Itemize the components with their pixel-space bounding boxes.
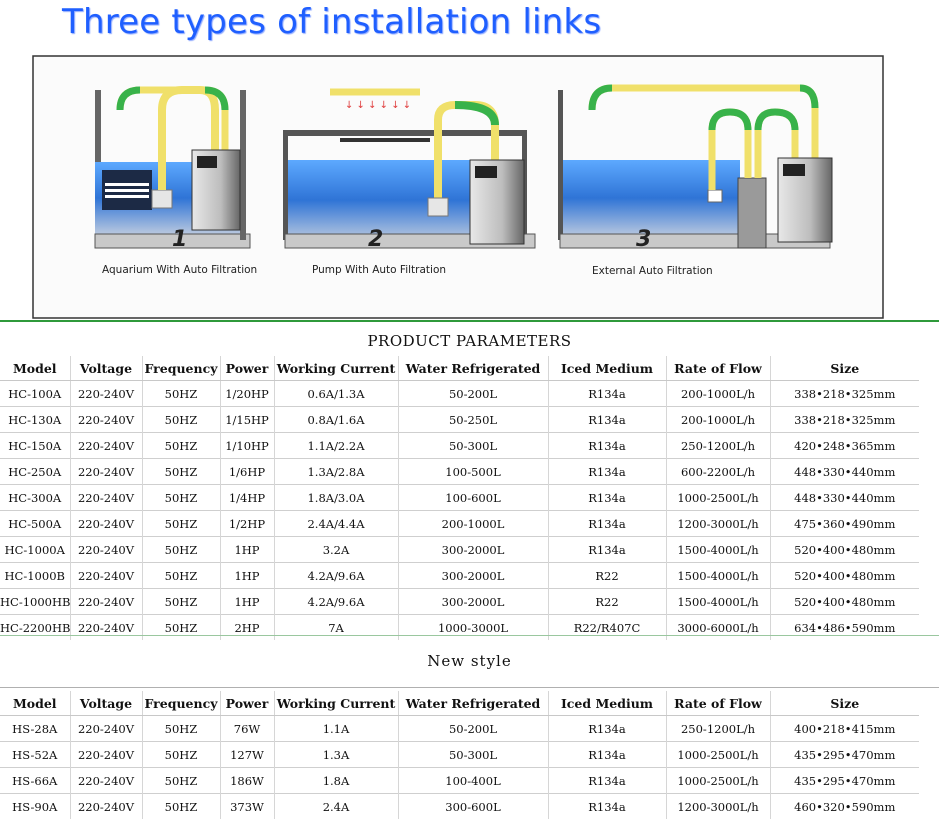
- table-cell: 220-240V: [70, 407, 142, 433]
- table-cell: 1.1A: [274, 716, 398, 742]
- table-cell: 520•400•480mm: [770, 589, 919, 615]
- page-title: Three types of installation links: [62, 2, 602, 42]
- table-cell: 50HZ: [142, 485, 220, 511]
- table-cell: 200-1000L: [398, 511, 548, 537]
- divider-new: [0, 687, 939, 688]
- table-cell: 127W: [220, 742, 274, 768]
- table-row: [0, 407, 919, 433]
- table-cell: 220-240V: [70, 511, 142, 537]
- column-header: Frequency: [142, 691, 220, 716]
- table-row: [0, 768, 919, 794]
- table-cell: 448•330•440mm: [770, 459, 919, 485]
- table-cell: 100-600L: [398, 485, 548, 511]
- table-cell: 448•330•440mm: [770, 485, 919, 511]
- table-row: [0, 537, 919, 563]
- table-cell: 1/2HP: [220, 511, 274, 537]
- table-cell: 50HZ: [142, 459, 220, 485]
- table-cell: 220-240V: [70, 794, 142, 820]
- table-cell: R22: [548, 563, 666, 589]
- table-cell: 200-1000L/h: [666, 381, 770, 407]
- table-cell: 1200-3000L/h: [666, 794, 770, 820]
- table-cell: 300-2000L: [398, 589, 548, 615]
- table-cell: 220-240V: [70, 459, 142, 485]
- table-cell: HS-52A: [0, 742, 70, 768]
- table-cell: 186W: [220, 768, 274, 794]
- table-row: [0, 381, 919, 407]
- table-cell: R22: [548, 589, 666, 615]
- column-header: Size: [770, 691, 919, 716]
- table-row: [0, 459, 919, 485]
- table-cell: 520•400•480mm: [770, 537, 919, 563]
- table-cell: R134a: [548, 537, 666, 563]
- table-row: [0, 589, 919, 615]
- table-cell: 1000-2500L/h: [666, 485, 770, 511]
- table-cell: R134a: [548, 742, 666, 768]
- table-cell: 400•218•415mm: [770, 716, 919, 742]
- table-cell: 1/6HP: [220, 459, 274, 485]
- table-cell: HC-300A: [0, 485, 70, 511]
- table-cell: 2.4A/4.4A: [274, 511, 398, 537]
- column-header: Size: [770, 356, 919, 381]
- table-row: [0, 433, 919, 459]
- table-cell: R134a: [548, 794, 666, 820]
- table-cell: R134a: [548, 716, 666, 742]
- table-cell: 50HZ: [142, 381, 220, 407]
- table-row: [0, 563, 919, 589]
- diagram-2-caption: Pump With Auto Filtration: [312, 264, 447, 276]
- table-cell: HS-90A: [0, 794, 70, 820]
- column-header: Working Current: [274, 356, 398, 381]
- new-style-table: [0, 691, 919, 819]
- table-cell: 475•360•490mm: [770, 511, 919, 537]
- table-cell: 50-250L: [398, 407, 548, 433]
- table-cell: 420•248•365mm: [770, 433, 919, 459]
- table-cell: 50-200L: [398, 716, 548, 742]
- table-cell: HC-2200HB: [0, 615, 70, 641]
- table-cell: 1.3A: [274, 742, 398, 768]
- table-cell: 1HP: [220, 563, 274, 589]
- diagram-2-number: 2: [368, 227, 384, 252]
- column-header: Voltage: [70, 691, 142, 716]
- table-cell: 50-300L: [398, 742, 548, 768]
- table-row: [0, 716, 919, 742]
- column-header: Rate of Flow: [666, 691, 770, 716]
- table-cell: 50HZ: [142, 742, 220, 768]
- table-header-row: [0, 691, 919, 716]
- diagram-3-caption: External Auto Filtration: [592, 265, 713, 277]
- table-cell: R134a: [548, 459, 666, 485]
- table-cell: 50HZ: [142, 511, 220, 537]
- table-cell: HS-66A: [0, 768, 70, 794]
- diagram-1-number: 1: [172, 227, 188, 252]
- table-cell: 1.1A/2.2A: [274, 433, 398, 459]
- table-cell: 50HZ: [142, 407, 220, 433]
- table-cell: R134a: [548, 511, 666, 537]
- table-cell: 50HZ: [142, 433, 220, 459]
- column-header: Model: [0, 691, 70, 716]
- table-cell: 4.2A/9.6A: [274, 563, 398, 589]
- column-header: Model: [0, 356, 70, 381]
- table-cell: 220-240V: [70, 615, 142, 641]
- table-cell: R134a: [548, 407, 666, 433]
- table-cell: HC-150A: [0, 433, 70, 459]
- table-cell: 220-240V: [70, 563, 142, 589]
- table-row: [0, 485, 919, 511]
- table-cell: 220-240V: [70, 433, 142, 459]
- table-cell: 1/15HP: [220, 407, 274, 433]
- table-cell: 1HP: [220, 537, 274, 563]
- table-cell: 300-2000L: [398, 537, 548, 563]
- table-row: [0, 742, 919, 768]
- table-cell: 1500-4000L/h: [666, 537, 770, 563]
- table-cell: R134a: [548, 381, 666, 407]
- installation-diagram: [0, 50, 939, 320]
- table-cell: 338•218•325mm: [770, 407, 919, 433]
- table-cell: 250-1200L/h: [666, 716, 770, 742]
- column-header: Iced Medium: [548, 691, 666, 716]
- divider-mid: [0, 635, 939, 636]
- table-cell: 1000-2500L/h: [666, 742, 770, 768]
- divider-top: [0, 320, 939, 322]
- params-title: PRODUCT PARAMETERS: [367, 332, 572, 350]
- table-cell: 1HP: [220, 589, 274, 615]
- table-cell: 373W: [220, 794, 274, 820]
- table-cell: 100-400L: [398, 768, 548, 794]
- table-cell: HC-100A: [0, 381, 70, 407]
- table-cell: 338•218•325mm: [770, 381, 919, 407]
- table-cell: 1500-4000L/h: [666, 563, 770, 589]
- table-row: [0, 794, 919, 820]
- column-header: Rate of Flow: [666, 356, 770, 381]
- table-cell: 2.4A: [274, 794, 398, 820]
- table-cell: R134a: [548, 433, 666, 459]
- diagram-1-caption: Aquarium With Auto Filtration: [102, 264, 258, 276]
- table-cell: 50-200L: [398, 381, 548, 407]
- table-cell: 1/10HP: [220, 433, 274, 459]
- diagram-3-number: 3: [636, 227, 652, 252]
- column-header: Power: [220, 691, 274, 716]
- column-header: Voltage: [70, 356, 142, 381]
- column-header: Water Refrigerated: [398, 691, 548, 716]
- table-header-row: [0, 356, 919, 381]
- table-cell: 50-300L: [398, 433, 548, 459]
- table-cell: 1/4HP: [220, 485, 274, 511]
- table-cell: HS-28A: [0, 716, 70, 742]
- table-cell: 50HZ: [142, 615, 220, 641]
- column-header: Frequency: [142, 356, 220, 381]
- table-cell: HC-250A: [0, 459, 70, 485]
- table-cell: 7A: [274, 615, 398, 641]
- table-cell: 50HZ: [142, 794, 220, 820]
- table-cell: 50HZ: [142, 768, 220, 794]
- table-cell: 76W: [220, 716, 274, 742]
- table-cell: 220-240V: [70, 768, 142, 794]
- table-cell: 220-240V: [70, 716, 142, 742]
- table-cell: 220-240V: [70, 485, 142, 511]
- table-cell: 460•320•590mm: [770, 794, 919, 820]
- table-cell: R134a: [548, 768, 666, 794]
- table-cell: 435•295•470mm: [770, 768, 919, 794]
- table-row: [0, 511, 919, 537]
- column-header: Working Current: [274, 691, 398, 716]
- svg-text:↓ ↓ ↓ ↓ ↓ ↓: ↓ ↓ ↓ ↓ ↓ ↓: [345, 100, 412, 111]
- new-style-title: New style: [427, 652, 512, 670]
- table-cell: 50HZ: [142, 716, 220, 742]
- table-cell: 435•295•470mm: [770, 742, 919, 768]
- table-cell: 250-1200L/h: [666, 433, 770, 459]
- table-cell: HC-1000HB: [0, 589, 70, 615]
- table-cell: 50HZ: [142, 589, 220, 615]
- table-cell: 600-2200L/h: [666, 459, 770, 485]
- table-cell: 50HZ: [142, 563, 220, 589]
- table-cell: 220-240V: [70, 589, 142, 615]
- table-cell: 1000-3000L: [398, 615, 548, 641]
- table-cell: 220-240V: [70, 381, 142, 407]
- product-parameters-table: [0, 356, 919, 640]
- table-cell: 1.8A: [274, 768, 398, 794]
- table-cell: 1.8A/3.0A: [274, 485, 398, 511]
- table-cell: 300-600L: [398, 794, 548, 820]
- table-cell: 1/20HP: [220, 381, 274, 407]
- table-cell: 50HZ: [142, 537, 220, 563]
- table-cell: 1000-2500L/h: [666, 768, 770, 794]
- table-cell: 3.2A: [274, 537, 398, 563]
- table-cell: 1500-4000L/h: [666, 589, 770, 615]
- column-header: Water Refrigerated: [398, 356, 548, 381]
- table-cell: 2HP: [220, 615, 274, 641]
- table-cell: 0.8A/1.6A: [274, 407, 398, 433]
- table-row: [0, 615, 919, 641]
- table-cell: R22/R407C: [548, 615, 666, 641]
- table-cell: 0.6A/1.3A: [274, 381, 398, 407]
- table-cell: HC-130A: [0, 407, 70, 433]
- table-cell: R134a: [548, 485, 666, 511]
- table-cell: HC-1000A: [0, 537, 70, 563]
- table-cell: 220-240V: [70, 537, 142, 563]
- table-cell: 4.2A/9.6A: [274, 589, 398, 615]
- table-cell: 300-2000L: [398, 563, 548, 589]
- table-cell: 220-240V: [70, 742, 142, 768]
- table-cell: 3000-6000L/h: [666, 615, 770, 641]
- table-cell: 634•486•590mm: [770, 615, 919, 641]
- table-cell: 200-1000L/h: [666, 407, 770, 433]
- table-cell: HC-1000B: [0, 563, 70, 589]
- table-cell: 520•400•480mm: [770, 563, 919, 589]
- table-cell: 100-500L: [398, 459, 548, 485]
- table-cell: HC-500A: [0, 511, 70, 537]
- column-header: Iced Medium: [548, 356, 666, 381]
- column-header: Power: [220, 356, 274, 381]
- table-cell: 1.3A/2.8A: [274, 459, 398, 485]
- table-cell: 1200-3000L/h: [666, 511, 770, 537]
